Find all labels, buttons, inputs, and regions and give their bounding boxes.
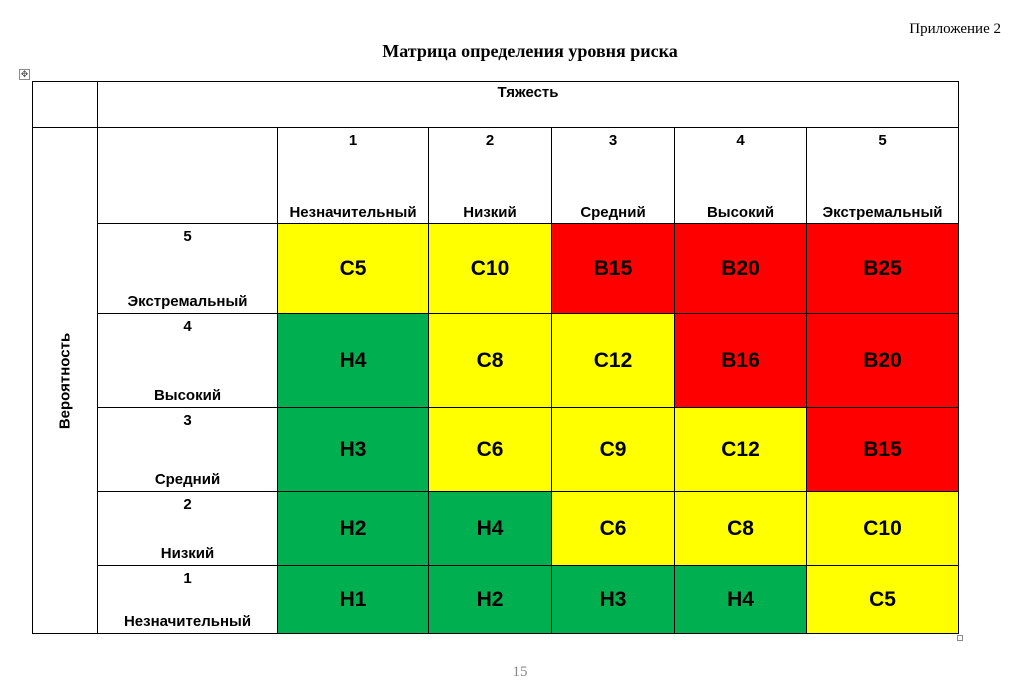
severity-levels-row (33, 128, 959, 224)
severity-label: Средний (580, 204, 646, 221)
risk-cell: В25 (807, 224, 959, 314)
probability-axis-cell (33, 128, 98, 634)
risk-cell: С10 (807, 492, 959, 566)
probability-label: Низкий (160, 545, 215, 562)
severity-label: Высокий (706, 204, 775, 221)
risk-cell: Н1 (278, 566, 429, 634)
risk-cell: С5 (807, 566, 959, 634)
matrix-row-4 (33, 314, 959, 408)
risk-cell: Н4 (675, 566, 807, 634)
severity-number: 2 (485, 132, 495, 149)
severity-level-1 (278, 128, 429, 224)
appendix-label: Приложение 2 (909, 21, 1001, 37)
probability-level-5 (98, 224, 278, 314)
risk-cell: В20 (807, 314, 959, 408)
risk-cell: С10 (429, 224, 552, 314)
severity-number: 3 (608, 132, 618, 149)
risk-cell: С12 (675, 408, 807, 492)
matrix-row-1 (33, 566, 959, 634)
probability-number: 1 (183, 570, 192, 587)
severity-label: Низкий (463, 204, 517, 221)
risk-cell: В20 (675, 224, 807, 314)
empty-header-cell (98, 128, 278, 224)
probability-number: 4 (183, 318, 192, 335)
risk-cell: Н2 (429, 566, 552, 634)
risk-cell: С9 (552, 408, 675, 492)
severity-header-row (33, 82, 959, 128)
probability-number: 3 (183, 412, 192, 429)
risk-cell: С12 (552, 314, 675, 408)
severity-level-2 (429, 128, 552, 224)
document-title: Матрица определения уровня риска (382, 41, 678, 61)
probability-label: Экстремальный (127, 293, 248, 310)
severity-label: Незначительный (289, 204, 417, 221)
probability-level-3 (98, 408, 278, 492)
risk-cell: Н4 (429, 492, 552, 566)
risk-cell: Н3 (552, 566, 675, 634)
severity-level-4 (675, 128, 807, 224)
risk-cell: Н3 (278, 408, 429, 492)
risk-cell: С5 (278, 224, 429, 314)
corner-cell (33, 82, 98, 128)
risk-cell: С6 (552, 492, 675, 566)
risk-cell: В15 (552, 224, 675, 314)
probability-label: Средний (154, 471, 221, 488)
risk-cell: В15 (807, 408, 959, 492)
risk-cell: В16 (675, 314, 807, 408)
matrix-row-2 (33, 492, 959, 566)
page-number: 15 (512, 664, 528, 680)
severity-level-3 (552, 128, 675, 224)
probability-number: 2 (183, 496, 192, 513)
risk-cell: С6 (429, 408, 552, 492)
severity-header: Тяжесть (98, 82, 959, 128)
probability-number: 5 (183, 228, 192, 245)
probability-header: Вероятность (56, 332, 74, 429)
probability-label: Высокий (153, 387, 222, 404)
severity-number: 5 (878, 132, 887, 149)
risk-cell: С8 (675, 492, 807, 566)
matrix-row-5 (33, 224, 959, 314)
severity-level-5 (807, 128, 959, 224)
risk-cell: С8 (429, 314, 552, 408)
risk-cell: Н4 (278, 314, 429, 408)
table-move-handle-icon[interactable]: ✥ (20, 69, 29, 79)
probability-label: Незначительный (123, 613, 252, 630)
severity-number: 1 (348, 132, 358, 149)
severity-number: 4 (736, 132, 745, 149)
severity-label: Экстремальный (822, 204, 943, 221)
probability-level-1 (98, 566, 278, 634)
probability-level-4 (98, 314, 278, 408)
matrix-row-3 (33, 408, 959, 492)
table-resize-handle[interactable] (957, 635, 963, 641)
probability-level-2 (98, 492, 278, 566)
risk-cell: Н2 (278, 492, 429, 566)
risk-matrix-table (32, 81, 959, 634)
